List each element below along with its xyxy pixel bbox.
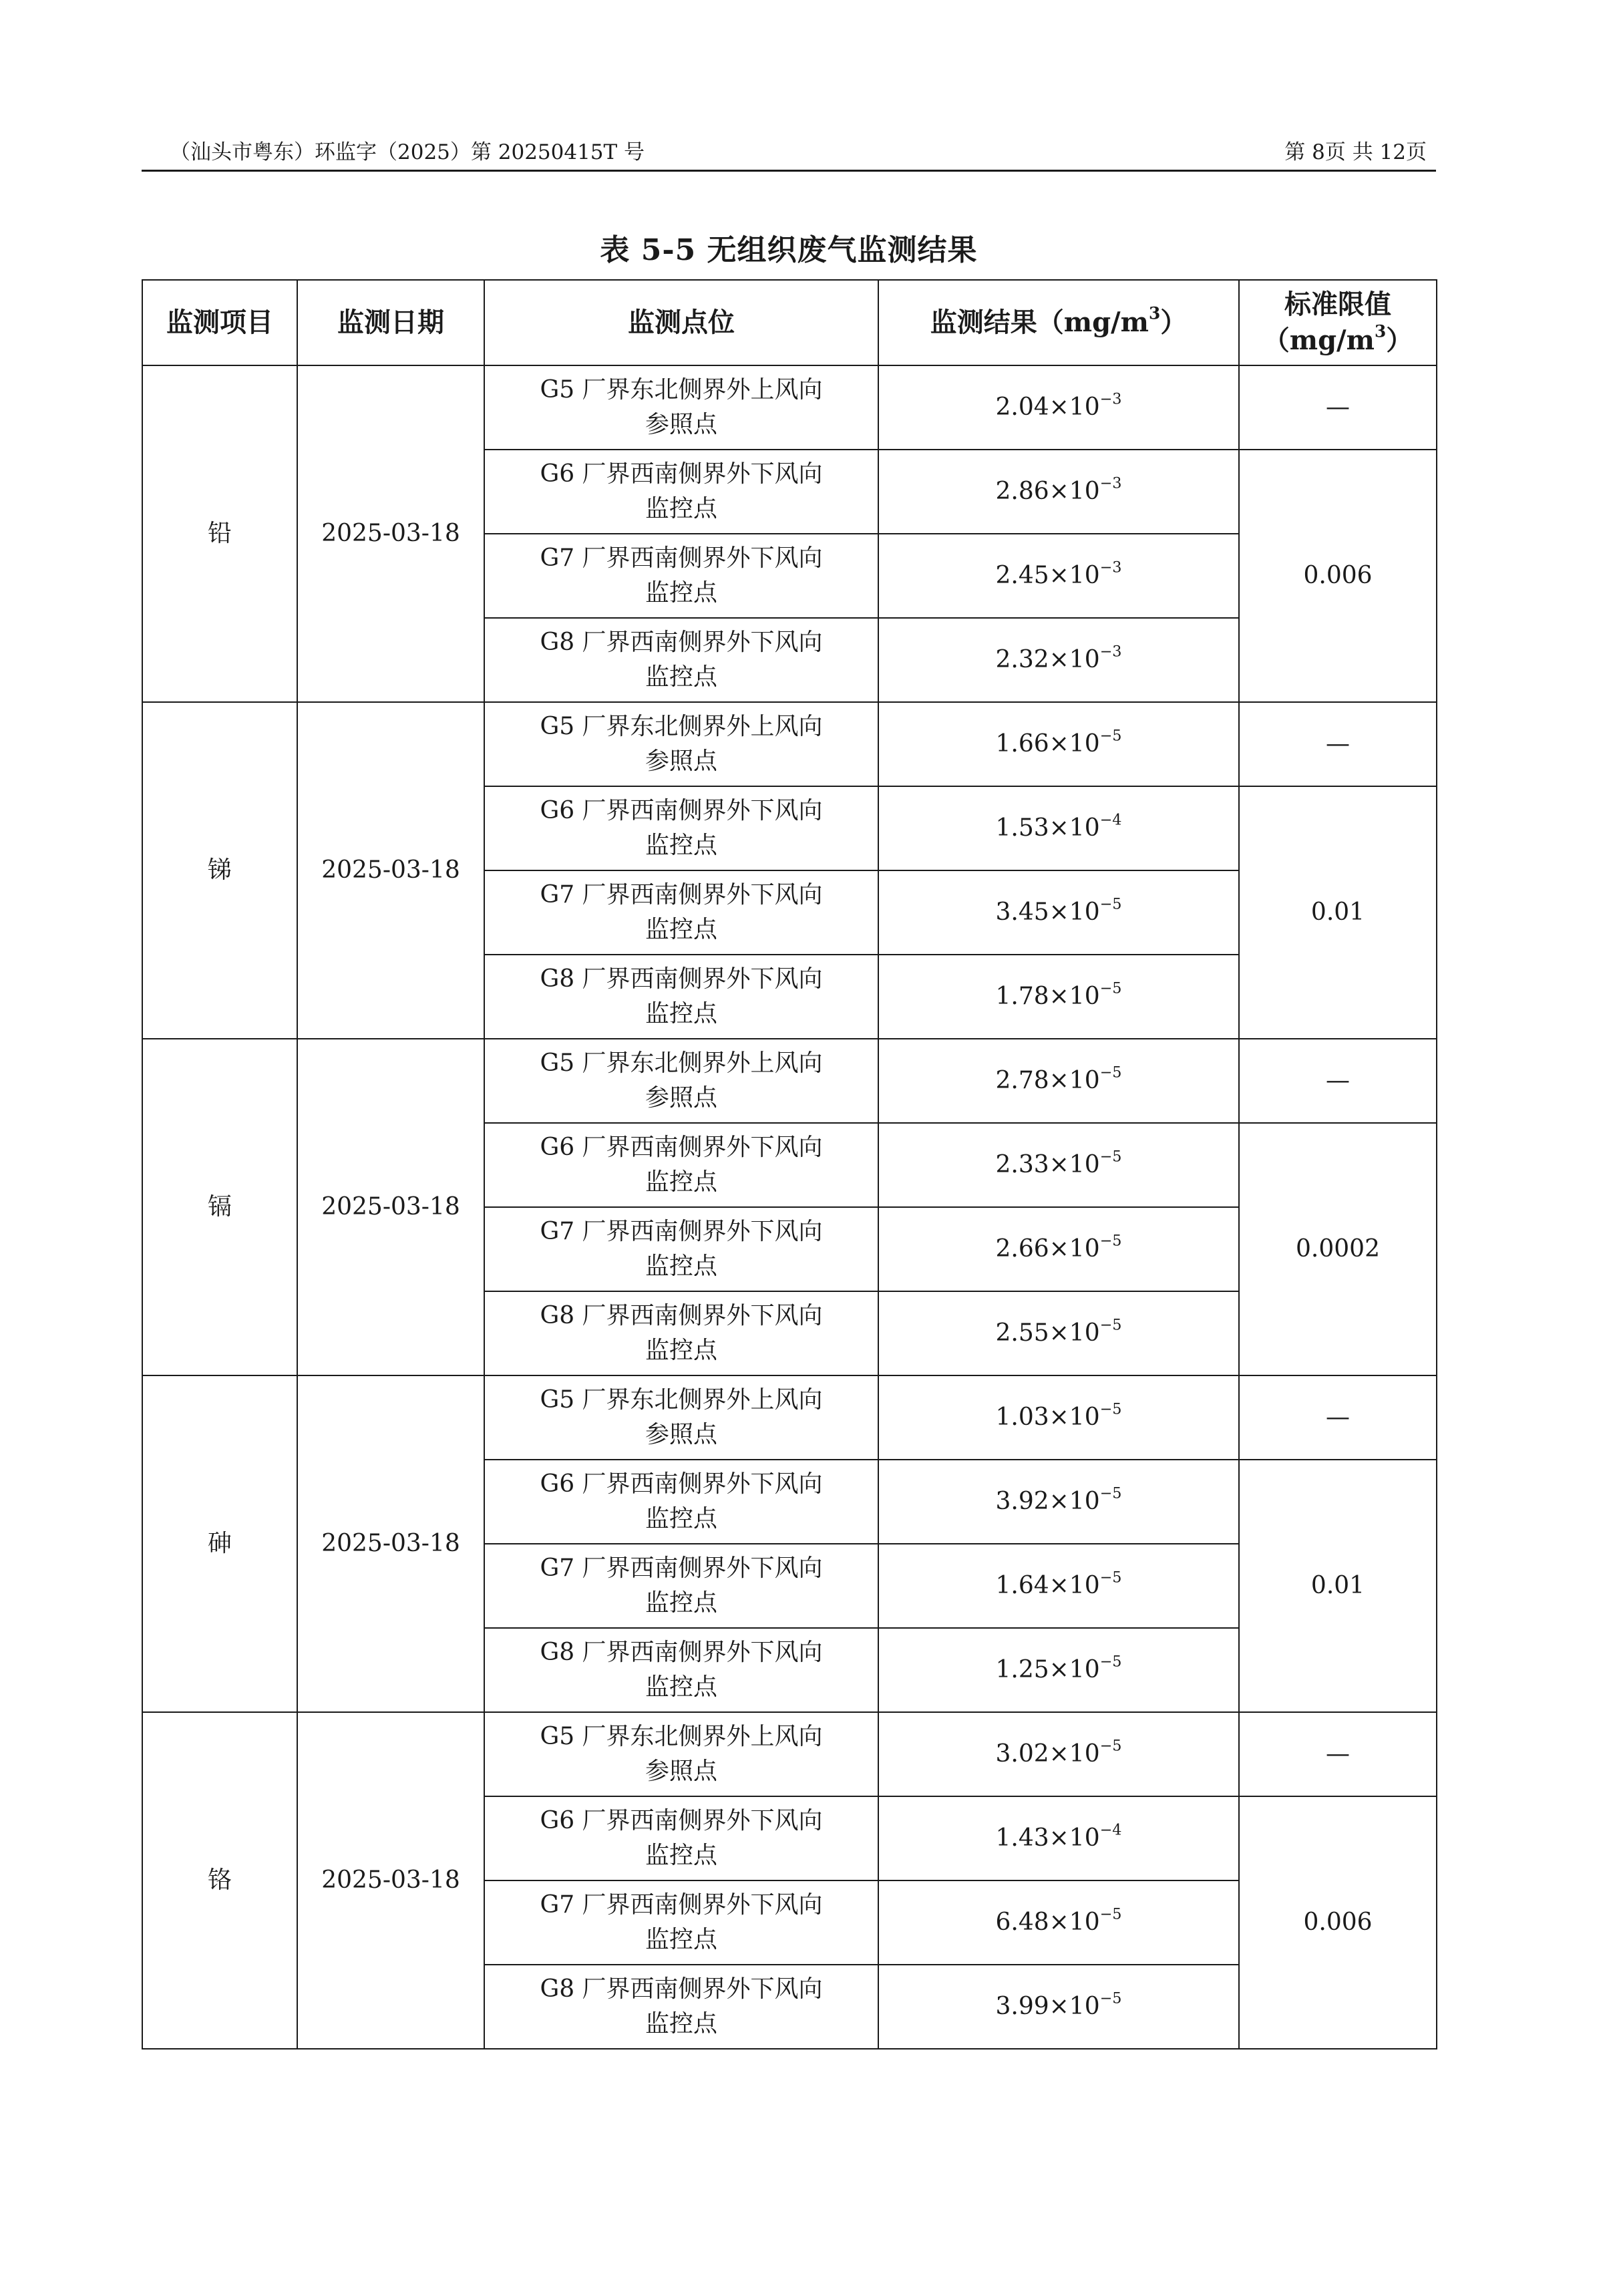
table-row: [142, 1039, 1437, 1123]
page-header: [142, 131, 1436, 172]
header-limit-sup: 3: [1374, 321, 1387, 341]
monitoring-result: [878, 1544, 1239, 1628]
monitoring-item: 砷: [142, 1375, 297, 1712]
point-name: G5 厂界东北侧界外上风向: [540, 375, 823, 403]
reference-limit: —: [1239, 1039, 1437, 1123]
result-exponent: −3: [1099, 474, 1122, 492]
standard-limit: 0.0002: [1239, 1123, 1437, 1375]
monitoring-item: 铅: [142, 365, 297, 702]
result-mantissa: 2.33×10: [995, 1150, 1100, 1178]
header-result-close: ）: [1160, 307, 1188, 338]
monitoring-date: 2025-03-18: [297, 702, 484, 1039]
result-mantissa: 1.66×10: [995, 729, 1100, 758]
result-mantissa: 2.04×10: [995, 393, 1100, 421]
monitoring-result: [878, 955, 1239, 1039]
point-type: 监控点: [645, 1000, 717, 1027]
point-name: G6 厂界西南侧界外下风向: [540, 1470, 823, 1498]
result-mantissa: 1.78×10: [995, 982, 1100, 1010]
result-exponent: −5: [1099, 1484, 1122, 1502]
reference-limit: —: [1239, 1375, 1437, 1460]
table-row: [142, 1375, 1437, 1460]
header-limit-line2: [1240, 323, 1436, 359]
result-exponent: −3: [1099, 390, 1122, 408]
monitoring-result: [878, 1123, 1239, 1207]
header-item: 监测项目: [142, 280, 297, 365]
result-exponent: −3: [1099, 643, 1122, 661]
monitoring-point: [484, 955, 878, 1039]
monitoring-result: [878, 1207, 1239, 1291]
monitoring-point: [484, 1123, 878, 1207]
point-type: 参照点: [645, 1421, 717, 1448]
result-exponent: −5: [1099, 727, 1122, 745]
point-type: 监控点: [645, 1168, 717, 1196]
point-name: G7 厂界西南侧界外下风向: [540, 1554, 823, 1582]
monitoring-point: [484, 1039, 878, 1123]
result-exponent: −5: [1099, 1232, 1122, 1250]
monitoring-result: [878, 365, 1239, 450]
result-mantissa: 1.25×10: [995, 1655, 1100, 1683]
header-limit-unit: （mg/m: [1262, 325, 1375, 356]
monitoring-point: [484, 1291, 878, 1375]
standard-limit: 0.006: [1239, 450, 1437, 702]
monitoring-point: [484, 870, 878, 955]
monitoring-result: [878, 1965, 1239, 2049]
result-mantissa: 2.55×10: [995, 1319, 1100, 1347]
point-name: G8 厂界西南侧界外下风向: [540, 965, 823, 993]
result-exponent: −5: [1099, 1989, 1122, 2007]
point-name: G5 厂界东北侧界外上风向: [540, 1385, 823, 1414]
monitoring-date: 2025-03-18: [297, 1712, 484, 2049]
point-name: G5 厂界东北侧界外上风向: [540, 1722, 823, 1750]
monitoring-date: 2025-03-18: [297, 1039, 484, 1375]
monitoring-item: 锑: [142, 702, 297, 1039]
monitoring-point: [484, 1628, 878, 1712]
result-mantissa: 3.92×10: [995, 1487, 1100, 1515]
header-limit-close: ）: [1386, 325, 1413, 356]
result-mantissa: 3.99×10: [995, 1992, 1100, 2020]
monitoring-result: [878, 618, 1239, 702]
result-exponent: −5: [1099, 1400, 1122, 1418]
result-exponent: −5: [1099, 1905, 1122, 1923]
reference-limit: —: [1239, 365, 1437, 450]
point-type: 监控点: [645, 495, 717, 522]
point-type: 监控点: [645, 1337, 717, 1364]
table-row: [142, 1712, 1437, 1796]
result-mantissa: 2.86×10: [995, 477, 1100, 505]
monitoring-result: [878, 1460, 1239, 1544]
result-mantissa: 1.03×10: [995, 1403, 1100, 1431]
monitoring-point: [484, 786, 878, 870]
monitoring-result: [878, 786, 1239, 870]
header-result-label: 监测结果（mg/m: [930, 307, 1149, 338]
monitoring-item: 镉: [142, 1039, 297, 1375]
table-body: [142, 365, 1437, 2049]
point-type: 监控点: [645, 579, 717, 607]
result-exponent: −5: [1099, 1737, 1122, 1755]
result-exponent: −5: [1099, 895, 1122, 913]
point-type: 监控点: [645, 1253, 717, 1280]
point-name: G7 厂界西南侧界外下风向: [540, 1217, 823, 1245]
monitoring-point: [484, 1375, 878, 1460]
header-result-sup: 3: [1148, 303, 1161, 323]
point-name: G7 厂界西南侧界外下风向: [540, 880, 823, 909]
result-mantissa: 2.66×10: [995, 1235, 1100, 1263]
point-name: G6 厂界西南侧界外下风向: [540, 1806, 823, 1834]
point-type: 监控点: [645, 1842, 717, 1869]
monitoring-point: [484, 450, 878, 534]
monitoring-point: [484, 534, 878, 618]
monitoring-point: [484, 702, 878, 786]
monitoring-result: [878, 1880, 1239, 1965]
point-type: 监控点: [645, 1926, 717, 1953]
monitoring-result: [878, 1039, 1239, 1123]
result-exponent: −5: [1099, 1316, 1122, 1334]
point-name: G6 厂界西南侧界外下风向: [540, 796, 823, 824]
monitoring-point: [484, 1544, 878, 1628]
point-type: 监控点: [645, 832, 717, 859]
point-name: G5 厂界东北侧界外上风向: [540, 1049, 823, 1077]
result-exponent: −5: [1099, 1148, 1122, 1166]
point-name: G7 厂界西南侧界外下风向: [540, 544, 823, 572]
result-mantissa: 1.53×10: [995, 814, 1100, 842]
monitoring-item: 铬: [142, 1712, 297, 2049]
point-name: G5 厂界东北侧界外上风向: [540, 712, 823, 740]
point-name: G8 厂界西南侧界外下风向: [540, 1975, 823, 2003]
point-name: G8 厂界西南侧界外下风向: [540, 1638, 823, 1666]
monitoring-result: [878, 1375, 1239, 1460]
point-type: 监控点: [645, 1673, 717, 1701]
monitoring-date: 2025-03-18: [297, 1375, 484, 1712]
reference-limit: —: [1239, 1712, 1437, 1796]
table-row: [142, 702, 1437, 786]
monitoring-point: [484, 1207, 878, 1291]
point-type: 监控点: [645, 2010, 717, 2037]
table-title: 表 5-5 无组织废气监测结果: [600, 233, 978, 267]
monitoring-point: [484, 1880, 878, 1965]
point-type: 监控点: [645, 1505, 717, 1532]
monitoring-result: [878, 534, 1239, 618]
result-mantissa: 3.45×10: [995, 898, 1100, 926]
point-type: 监控点: [645, 663, 717, 691]
header-date: 监测日期: [297, 280, 484, 365]
monitoring-point: [484, 1796, 878, 1880]
point-type: 监控点: [645, 1589, 717, 1617]
reference-limit: —: [1239, 702, 1437, 786]
result-mantissa: 2.32×10: [995, 645, 1100, 673]
page-info: 第 8页 共 12页: [1284, 140, 1427, 164]
header-limit: [1239, 280, 1437, 365]
document-number: （汕头市粤东）环监字（2025）第 20250415T 号: [170, 140, 645, 164]
monitoring-point: [484, 1712, 878, 1796]
header-result: [878, 280, 1239, 365]
header-limit-line1: 标准限值: [1284, 289, 1391, 320]
monitoring-results-table: [142, 279, 1437, 2049]
point-type: 监控点: [645, 916, 717, 943]
point-name: G6 厂界西南侧界外下风向: [540, 460, 823, 488]
point-type: 参照点: [645, 1084, 717, 1112]
result-exponent: −5: [1099, 979, 1122, 997]
point-name: G6 厂界西南侧界外下风向: [540, 1133, 823, 1161]
point-type: 参照点: [645, 1758, 717, 1785]
point-name: G8 厂界西南侧界外下风向: [540, 628, 823, 656]
result-mantissa: 3.02×10: [995, 1740, 1100, 1768]
monitoring-result: [878, 1796, 1239, 1880]
result-mantissa: 2.78×10: [995, 1066, 1100, 1094]
result-mantissa: 1.43×10: [995, 1824, 1100, 1852]
point-type: 参照点: [645, 748, 717, 775]
monitoring-result: [878, 870, 1239, 955]
result-exponent: −5: [1099, 1063, 1122, 1082]
header-point: 监测点位: [484, 280, 878, 365]
table-header-row: [142, 280, 1437, 365]
result-exponent: −5: [1099, 1653, 1122, 1671]
result-exponent: −5: [1099, 1569, 1122, 1587]
standard-limit: 0.01: [1239, 1460, 1437, 1712]
result-exponent: −4: [1099, 1821, 1122, 1839]
point-name: G7 厂界西南侧界外下风向: [540, 1891, 823, 1919]
monitoring-result: [878, 1291, 1239, 1375]
point-type: 参照点: [645, 411, 717, 438]
table-row: [142, 365, 1437, 450]
standard-limit: 0.006: [1239, 1796, 1437, 2049]
monitoring-result: [878, 1628, 1239, 1712]
monitoring-point: [484, 1965, 878, 2049]
monitoring-result: [878, 702, 1239, 786]
result-mantissa: 2.45×10: [995, 561, 1100, 589]
monitoring-date: 2025-03-18: [297, 365, 484, 702]
result-exponent: −3: [1099, 558, 1122, 577]
monitoring-point: [484, 618, 878, 702]
point-name: G8 厂界西南侧界外下风向: [540, 1301, 823, 1329]
monitoring-result: [878, 1712, 1239, 1796]
result-mantissa: 6.48×10: [995, 1908, 1100, 1936]
monitoring-point: [484, 1460, 878, 1544]
result-mantissa: 1.64×10: [995, 1571, 1100, 1599]
monitoring-point: [484, 365, 878, 450]
monitoring-result: [878, 450, 1239, 534]
result-exponent: −4: [1099, 811, 1122, 829]
standard-limit: 0.01: [1239, 786, 1437, 1039]
